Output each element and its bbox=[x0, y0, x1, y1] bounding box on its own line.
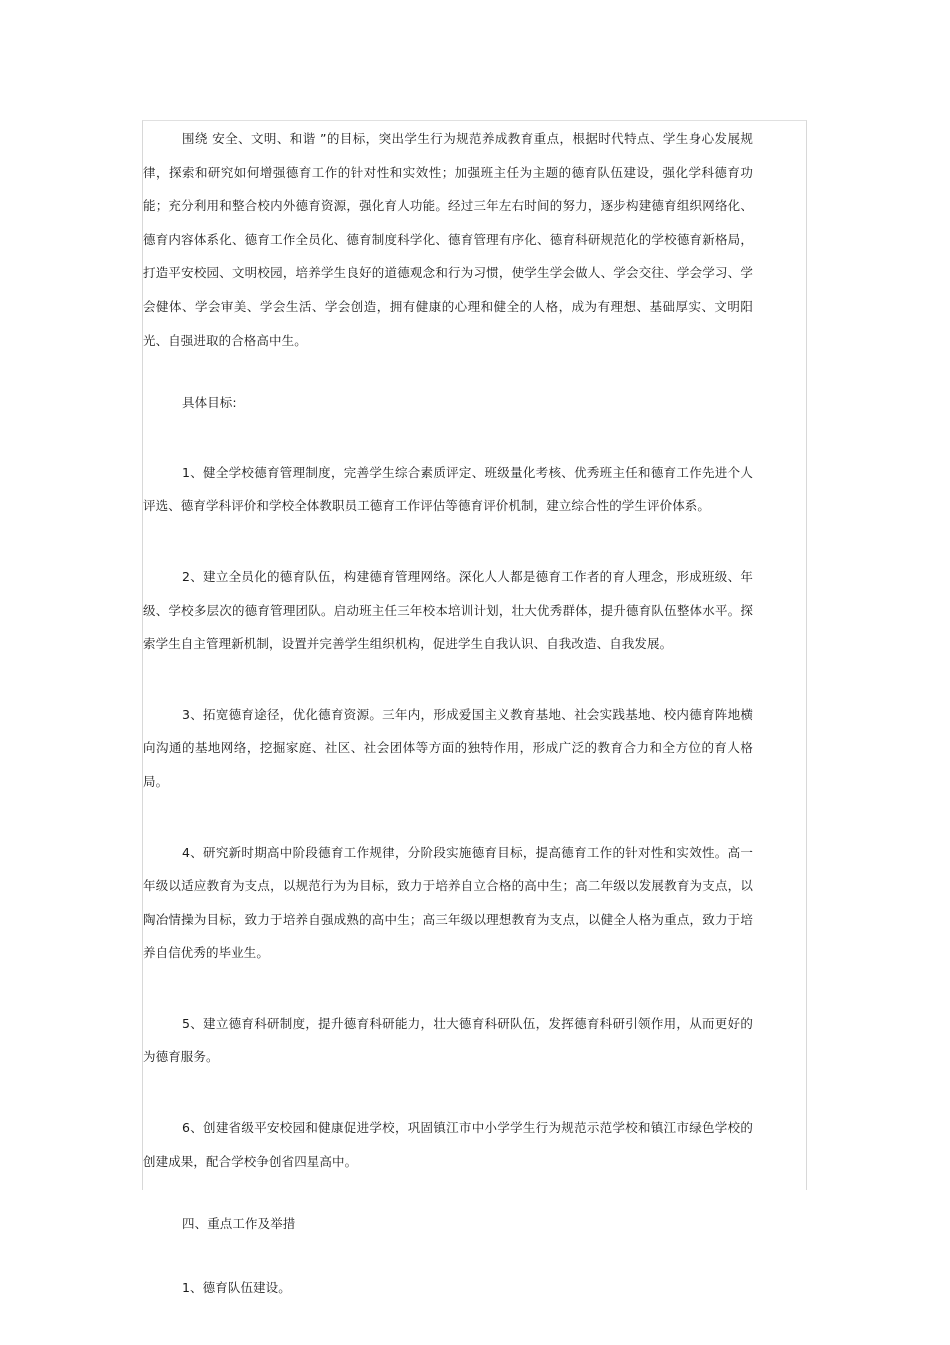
work-item-1: 1、德育队伍建设。 bbox=[182, 1279, 291, 1295]
intro-paragraph: 围绕 安全、文明、和谐 ”的目标，突出学生行为规范养成教育重点，根据时代特点、学生身心发展规律，探索和研究如何增强德育工作的针对性和实效性；加强班主任为主题的德育队伍建设，强化学科德育功能；充分利用和整合校内外德育资源，强化育人功能。经过三年左右时间的努力，逐步构建德育组织网络化、德育内容体系化、德育工作全员化、德育制度科学化、德育管理有序化、德育科研规范化的学校德育新格局，打造平安校园、文明校园，培养学生良好的道德观念和行为习惯，使学生学会做人、学会交往、学会学习、学会健体、学会审美、学会生活、学会创造，拥有健康的心理和健全的人格，成为有理想、基础厚实、文明阳光、自强进取的合格高中生。 bbox=[143, 131, 753, 348]
goal-1-paragraph: 1、健全学校德育管理制度，完善学生综合素质评定、班级量化考核、优秀班主任和德育工作先进个人评选、德育学科评价和学校全体教职员工德育工作评估等德育评价机制，建立综合性的学生评价体系。 bbox=[143, 464, 753, 514]
goal-3-paragraph: 3、拓宽德育途径，优化德育资源。三年内，形成爱国主义教育基地、社会实践基地、校内德育阵地横向沟通的基地网络，挖掘家庭、社区、社会团体等方面的独特作用，形成广泛的教育合力和全方位的育人格局。 bbox=[143, 706, 753, 789]
goal-2-paragraph: 2、建立全员化的德育队伍，构建德育管理网络。深化人人都是德育工作者的育人理念，形成班级、年级、学校多层次的德育管理团队。启动班主任三年校本培训计划，壮大优秀群体，提升德育队伍整体水平。探索学生自主管理新机制，设置并完善学生组织机构，促进学生自我认识、自我改造、自我发展。 bbox=[143, 568, 753, 652]
specific-goals-heading: 具体目标: bbox=[182, 395, 237, 411]
section-4-heading: 四、重点工作及举措 bbox=[182, 1216, 296, 1232]
goal-6-paragraph: 6、创建省级平安校园和健康促进学校，巩固镇江市中小学学生行为规范示范学校和镇江市绿色学校的创建成果，配合学校争创省四星高中。 bbox=[143, 1120, 753, 1169]
goal-4-paragraph: 4、研究新时期高中阶段德育工作规律，分阶段实施德育目标，提高德育工作的针对性和实效性。高一年级以适应教育为支点，以规范行为为目标，致力于培养自立合格的高中生；高二年级以发展教育为支点，以陶冶情操为目标，致力于培养自强成熟的高中生；高三年级以理想教育为支点，以健全人格为重点，致力于培养自信优秀的毕业生。 bbox=[143, 844, 753, 961]
goal-5-paragraph: 5、建立德育科研制度，提升德育科研能力，壮大德育科研队伍，发挥德育科研引领作用，从而更好的为德育服务。 bbox=[143, 1015, 753, 1065]
document-body bbox=[143, 120, 753, 1304]
